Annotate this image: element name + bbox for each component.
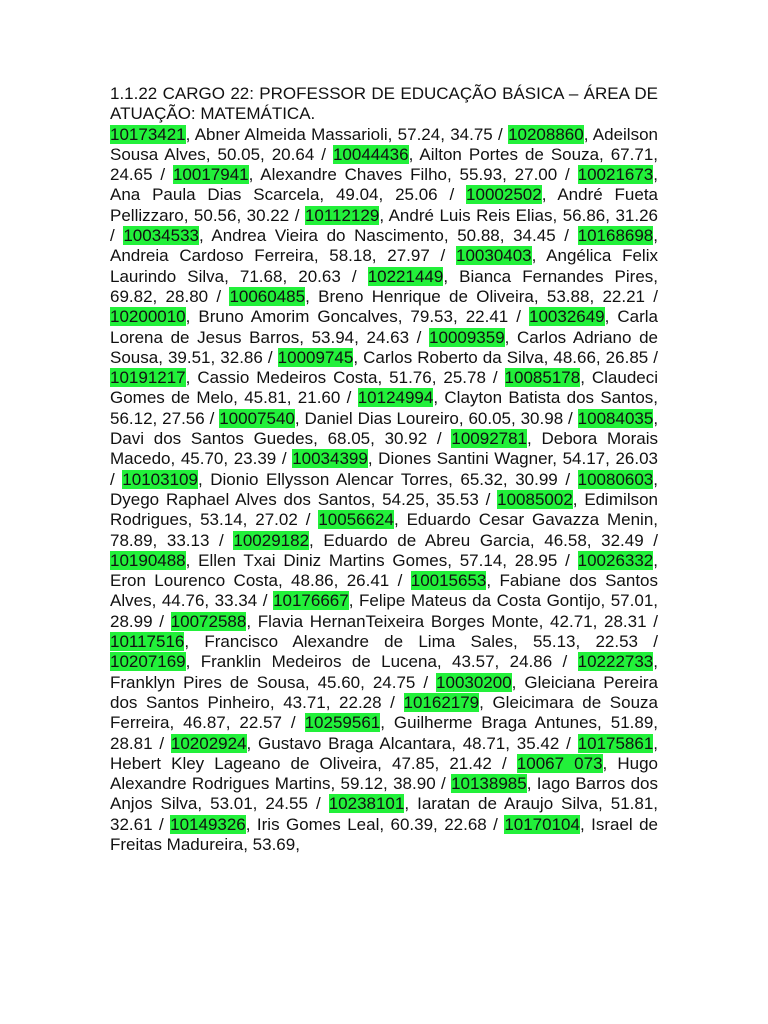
candidate-details: Cassio Medeiros Costa, 51.76, 25.78 — [197, 368, 486, 388]
candidate-id: 10112129 — [304, 205, 380, 225]
candidate-id: 10149326 — [170, 814, 246, 834]
candidate-details: Israel de Freitas Madureira, 53.69, — [110, 814, 659, 854]
candidate-details: Dionio Ellysson Alencar Torres, 65.32, 30.99 — [210, 469, 558, 489]
document-page — [110, 84, 658, 855]
candidate-id: 10092781 — [451, 429, 528, 449]
candidate-id: 10176667 — [273, 591, 349, 611]
candidate-id: 10021673 — [577, 165, 654, 185]
candidate-details: Dyego Raphael Alves dos Santos, 54.25, 35.53 — [110, 489, 479, 509]
candidate-details: Eron Lourenco Costa, 48.86, 26.41 — [110, 571, 390, 591]
candidate-details: Carlos Adriano de Sousa, 39.51, 32.86 — [110, 327, 658, 367]
candidate-details: Claudeci Gomes de Melo, 45.81, 21.60 — [110, 368, 659, 408]
candidate-details: Daniel Dias Loureiro, 60.05, 30.98 — [304, 408, 564, 428]
candidate-id: 10002502 — [466, 185, 542, 205]
candidate-details: Hebert Kley Lageano de Oliveira, 47.85, 21.42 — [110, 753, 492, 773]
candidate-details: Andreia Cardoso Ferreira, 58.18, 27.97 — [110, 246, 430, 266]
candidate-details: Bianca Fernandes Pires, 69.82, 28.80 — [110, 266, 659, 306]
candidate-details: André Luis Reis Elias, 56.86, 31.26 — [388, 205, 658, 225]
candidate-id: 10222733 — [577, 652, 654, 672]
candidate-id: 10032649 — [529, 307, 605, 327]
candidate-id: 10044436 — [332, 144, 409, 164]
candidate-details: Francisco Alexandre de Lima Sales, 55.13, 22.53 — [204, 632, 639, 652]
candidate-details: Abner Almeida Massarioli, 57.24, 34.75 — [194, 124, 493, 144]
candidate-id: 10009745 — [277, 347, 354, 367]
candidate-details: Felipe Mateus da Costa Gontijo, 57.01, 28.99 — [110, 591, 658, 631]
candidate-id: 10221449 — [367, 266, 444, 286]
candidate-id: 10117516 — [110, 632, 185, 652]
candidate-details: Hugo Alexandre Rodrigues Martins, 59.12, 38.90 — [110, 753, 658, 794]
candidate-details: Breno Henrique de Oliveira, 53.88, 22.21 — [318, 286, 645, 306]
candidate-id: 10029182 — [233, 530, 310, 550]
candidate-details: Eduardo Cesar Gavazza Menin, 78.89, 33.13 — [110, 510, 659, 550]
candidate-details: Eduardo de Abreu Garcia, 46.58, 32.49 — [323, 530, 644, 550]
candidate-id: 10060485 — [229, 286, 306, 306]
candidate-id: 10103109 — [122, 469, 198, 489]
candidate-id: 10191217 — [110, 368, 186, 388]
candidate-details: Gustavo Braga Alcantara, 48.71, 35.42 — [258, 733, 560, 753]
candidate-id: 10067 073 — [516, 753, 603, 773]
candidate-id: 10026332 — [577, 550, 654, 570]
candidate-id: 10007540 — [219, 408, 295, 428]
candidate-details: Bruno Amorim Goncalves, 79.53, 22.41 — [198, 307, 509, 327]
candidate-details: Adeilson Sousa Alves, 50.05, 20.64 — [110, 124, 658, 164]
candidate-details: Ailton Portes de Souza, 67.71, 24.65 — [110, 144, 658, 185]
candidate-details: Fabiane dos Santos Alves, 44.76, 33.34 — [110, 571, 659, 611]
candidate-details: Carla Lorena de Jesus Barros, 53.94, 24.63 — [110, 307, 658, 347]
candidate-id: 10207169 — [110, 652, 186, 672]
candidate-id: 10202924 — [170, 733, 247, 753]
candidate-details: Franklin Medeiros de Lucena, 43.57, 24.86 — [200, 652, 553, 672]
candidate-details: Andrea Vieira do Nascimento, 50.88, 34.45 — [211, 226, 556, 246]
candidate-details: Ana Paula Dias Scarcela, 49.04, 25.06 — [110, 185, 438, 205]
candidate-id: 10138985 — [451, 774, 527, 794]
candidate-details: Iago Barros dos Anjos Silva, 53.01, 24.55 — [110, 774, 659, 814]
candidate-id: 10015653 — [410, 571, 487, 591]
candidate-id: 10017941 — [172, 165, 249, 185]
candidate-details: Clayton Batista dos Santos, 56.12, 27.56 — [110, 388, 659, 428]
candidate-details: Flavia HernanTeixeira Borges Monte, 42.71, 28.31 — [257, 611, 647, 631]
candidate-id: 10034399 — [292, 449, 368, 469]
candidate-id: 10162179 — [403, 692, 480, 712]
candidate-details: André Fueta Pellizzaro, 50.56, 30.22 — [110, 185, 659, 225]
candidate-id: 10080603 — [577, 469, 654, 489]
candidate-id: 10009359 — [429, 327, 505, 347]
candidate-id: 10208860 — [508, 124, 584, 144]
candidate-id: 10056624 — [318, 510, 394, 530]
candidate-id: 10175861 — [577, 733, 654, 753]
candidate-details: Debora Morais Macedo, 45.70, 23.39 — [110, 429, 659, 469]
candidate-id: 10170104 — [504, 814, 580, 834]
candidate-details: Edimilson Rodrigues, 53.14, 27.02 — [110, 489, 659, 530]
candidate-id: 10238101 — [328, 794, 405, 814]
candidate-details: Franklyn Pires de Sousa, 45.60, 24.75 — [110, 672, 416, 692]
candidate-details: Alexandre Chaves Filho, 55.93, 27.00 — [260, 165, 558, 185]
candidate-details: Iaratan de Araujo Silva, 51.81, 32.61 — [110, 794, 659, 834]
candidate-details: Angélica Felix Laurindo Silva, 71.68, 20.63 — [110, 246, 658, 286]
candidate-id: 10124994 — [357, 388, 434, 408]
candidate-id: 10190488 — [110, 550, 186, 570]
candidate-id: 10085002 — [497, 489, 573, 509]
candidate-id: 10072588 — [170, 611, 247, 631]
candidate-details: Gleiciana Pereira dos Santos Pinheiro, 43.71, 22.28 — [110, 672, 658, 712]
candidate-id: 10084035 — [577, 408, 654, 428]
candidate-details: Ellen Txai Diniz Martins Gomes, 57.14, 28.95 — [198, 550, 558, 570]
candidate-id: 10200010 — [110, 307, 186, 327]
candidate-id: 10030200 — [436, 672, 512, 692]
candidate-id: 10030403 — [456, 246, 532, 266]
candidate-details: Diones Santini Wagner, 54.17, 26.03 — [378, 449, 658, 469]
candidate-details: Davi dos Santos Guedes, 68.05, 30.92 — [110, 429, 428, 449]
candidate-details: Gleicimara de Souza Ferreira, 46.87, 22.57 — [110, 692, 658, 733]
candidate-id: 10173421 — [110, 124, 186, 144]
candidate-id: 10168698 — [577, 226, 654, 246]
candidate-details: Carlos Roberto da Silva, 48.66, 26.85 — [363, 347, 649, 367]
candidate-id: 10259561 — [304, 713, 381, 733]
candidate-list: 10173421, Abner Almeida Massarioli, 57.24, 34.75 / 10208860, Adeilson Sousa Alves, 50.05, 20.64 / 10044436, Ailton Portes de Souza, 67.71, 24.65 / 10017941, Alexandre Chaves Filho, 55.93, 27.00 / 10021673, Ana Paula Dias Scarcela, 49.04, 25.06 / 10002502, André Fueta Pellizzaro, 50.56, 30.22 / 10112129, André Luis Reis Elias, 56.86, 31.26 / 10034533, Andrea Vieira do Nascimento, 50.88, 34.45 / 10168698, Andreia Cardoso Ferreira, 58.18, 27.97 / 10030403, Angélica Felix Laurindo Silva, 71.68, 20.63 / 10221449, Bianca Fernandes Pires, 69.82, 28.80 / 10060485, Breno Henrique de Oliveira, 53.88, 22.21 / 10200010, Bruno Amorim Goncalves, 79.53, 22.41 / 10032649, Carla Lorena de Jesus Barros, 53.94, 24.63 / 10009359, Carlos Adriano de Sousa, 39.51, 32.86 / 10009745, Carlos Roberto da Silva, 48.66, 26.85 / 10191217, Cassio Medeiros Costa, 51.76, 25.78 / 10085178, Claudeci Gomes de Melo, 45.81, 21.60 / 10124994, Clayton Batista dos Santos, 56.12, 27.56 / 10007540, Daniel Dias Loureiro, 60.05, 30.98 / 10084035, Davi dos Santos Guedes, 68.05, 30.92 / 10092781, Debora Morais Macedo, 45.70, 23.39 / 10034399, Diones Santini Wagner, 54.17, 26.03 / 10103109, Dionio Ellysson Alencar Torres, 65.32, 30.99 / 10080603, Dyego Raphael Alves dos Santos, 54.25, 35.53 / 10085002, Edimilson Rodrigues, 53.14, 27.02 / 10056624, Eduardo Cesar Gavazza Menin, 78.89, 33.13 / 10029182, Eduardo de Abreu Garcia, 46.58, 32.49 / 10190488, Ellen Txai Diniz Martins Gomes, 57.14, 28.95 / 10026332, Eron Lourenco Costa, 48.86, 26.41 / 10015653, Fabiane dos Santos Alves, 44.76, 33.34 / 10176667, Felipe Mateus da Costa Gontijo, 57.01, 28.99 / 10072588, Flavia HernanTeixeira Borges Monte, 42.71, 28.31 / 10117516, Francisco Alexandre de Lima Sales, 55.13, 22.53 / 10207169, Franklin Medeiros de Lucena, 43.57, 24.86 / 10222733, Franklyn Pires de Sousa, 45.60, 24.75 / 10030200, Gleiciana Pereira dos Santos Pinheiro, 43.71, 22.28 / 10162179, Gleicimara de Souza Ferreira, 46.87, 22.57 / 10259561, Guilherme Braga Antunes, 51.89, 28.81 / 10202924, Gustavo Braga Alcantara, 48.71, 35.42 / 10175861, Hebert Kley Lageano de Oliveira, 47.85, 21.42 / 10067 073, Hugo Alexandre Rodrigues Martins, 59.12, 38.90 / 10138985, Iago Barros dos Anjos Silva, 53.01, 24.55 / 10238101, Iaratan de Araujo Silva, 51.81, 32.61 / 10149326, Iris Gomes Leal, 60.39, 22.68 / 10170104, Israel de Freitas Madureira, 53.69, — [110, 124, 659, 854]
candidate-details: Guilherme Braga Antunes, 51.89, 28.81 — [110, 713, 658, 753]
candidate-id: 10085178 — [504, 368, 581, 388]
section-heading: 1.1.22 CARGO 22: PROFESSOR DE EDUCAÇÃO BÁSICA – ÁREA DE ATUAÇÃO: MATEMÁTICA. — [110, 84, 658, 124]
candidate-id: 10034533 — [123, 226, 199, 246]
candidate-details: Iris Gomes Leal, 60.39, 22.68 — [256, 814, 487, 834]
